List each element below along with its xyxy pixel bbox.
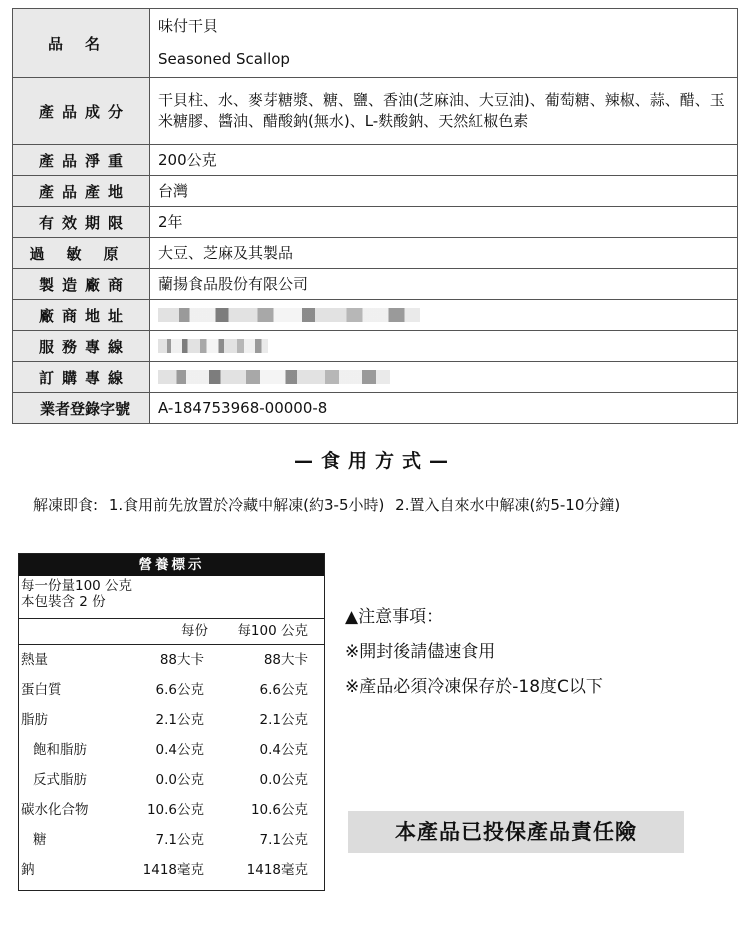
nutrition-rows <box>19 645 324 885</box>
usage-title: —食用方式— <box>293 450 456 472</box>
info-row-service-line <box>13 331 738 362</box>
info-key: 訂購專線 <box>13 362 150 393</box>
info-row-order-line <box>13 362 738 393</box>
nutrient-per-serving: 10.6公克 <box>146 802 204 818</box>
nutrient-per-100g: 0.0公克 <box>259 772 308 788</box>
nutrient-per-100g: 10.6公克 <box>250 802 308 818</box>
info-row-ingredients <box>13 78 738 145</box>
info-key: 過敏原 <box>13 238 150 269</box>
notes-heading: ▲注意事項： <box>345 607 444 627</box>
nutrient-per-serving: 6.6公克 <box>155 682 204 698</box>
note-item: ※產品必須冷凍保存於-18度C以下 <box>345 677 603 697</box>
info-value: 大豆、芝麻及其製品 <box>150 238 738 269</box>
nutrition-row <box>19 705 324 735</box>
note-item: ※開封後請儘速食用 <box>345 642 496 662</box>
nutrition-row <box>19 795 324 825</box>
usage-instructions <box>33 494 626 515</box>
usage-step-2: 2.置入自來水中解凍(約5-10分鐘) <box>395 496 621 514</box>
nutrient-name: 熱量 <box>21 652 48 668</box>
info-key: 服務專線 <box>13 331 150 362</box>
info-value <box>150 362 738 393</box>
nutrient-per-100g: 1418毫克 <box>246 862 308 878</box>
info-row-name <box>13 9 738 78</box>
nutrition-serving-info <box>19 576 324 619</box>
servings-per-package: 本包裝含 2 份 <box>21 594 106 610</box>
nutrition-title: 營養標示 <box>19 554 324 576</box>
info-value: 2年 <box>150 207 738 238</box>
info-value: 蘭揚食品股份有限公司 <box>150 269 738 300</box>
info-value: A-184753968-00000-8 <box>150 393 738 424</box>
nutrition-column-header <box>19 619 324 645</box>
nutrient-per-serving: 0.0公克 <box>155 772 204 788</box>
nutrition-row <box>19 675 324 705</box>
info-value: 200公克 <box>150 145 738 176</box>
nutrient-per-100g: 6.6公克 <box>259 682 308 698</box>
info-value: 台灣 <box>150 176 738 207</box>
info-value <box>150 9 738 78</box>
nutrition-row <box>19 765 324 795</box>
nutrient-name: 脂肪 <box>21 712 48 728</box>
info-key: 產品成分 <box>13 78 150 145</box>
info-key: 業者登錄字號 <box>13 393 150 424</box>
nutrient-name: 反式脂肪 <box>33 772 87 788</box>
info-key: 產品淨重 <box>13 145 150 176</box>
nutrient-per-serving: 7.1公克 <box>155 832 204 848</box>
insurance-badge: 本產品已投保產品責任險 <box>348 811 684 853</box>
serving-size: 每一份量100 公克 <box>21 578 133 594</box>
nutrition-row <box>19 735 324 765</box>
nutrient-name: 碳水化合物 <box>21 802 89 818</box>
col-per-100g: 每100 公克 <box>237 623 308 639</box>
nutrition-row <box>19 645 324 675</box>
info-row-allergen <box>13 238 738 269</box>
nutrient-per-100g: 2.1公克 <box>259 712 308 728</box>
nutrient-name: 蛋白質 <box>21 682 62 698</box>
product-info-table <box>12 8 738 424</box>
info-key: 廠商地址 <box>13 300 150 331</box>
nutrition-facts-box <box>18 553 325 891</box>
nutrient-name: 飽和脂肪 <box>33 742 87 758</box>
nutrient-per-100g: 7.1公克 <box>259 832 308 848</box>
info-row-weight <box>13 145 738 176</box>
info-key: 製造廠商 <box>13 269 150 300</box>
usage-label: 解凍即食: <box>33 496 99 514</box>
info-row-manufacturer <box>13 269 738 300</box>
redacted-service-phone <box>158 339 268 353</box>
nutrition-row <box>19 855 324 885</box>
info-key: 產品產地 <box>13 176 150 207</box>
nutrient-per-100g: 0.4公克 <box>259 742 308 758</box>
info-row-registration <box>13 393 738 424</box>
info-row-address <box>13 300 738 331</box>
nutrient-name: 鈉 <box>21 862 35 878</box>
info-row-origin <box>13 176 738 207</box>
info-value <box>150 331 738 362</box>
info-row-shelf-life <box>13 207 738 238</box>
redacted-order-phone <box>158 370 390 384</box>
product-name-en: Seasoned Scallop <box>158 50 290 68</box>
nutrient-per-serving: 2.1公克 <box>155 712 204 728</box>
info-value: 干貝柱、水、麥芽糖漿、糖、鹽、香油(芝麻油、大豆油)、葡萄糖、辣椒、蒜、醋、玉米糖膠、醬油、醋酸鈉(無水)、L-麩酸鈉、天然紅椒色素 <box>150 78 738 145</box>
nutrient-name: 糖 <box>33 832 47 848</box>
product-name-zh: 味付干貝 <box>158 17 219 35</box>
info-key: 品名 <box>13 9 150 78</box>
info-value <box>150 300 738 331</box>
nutrient-per-100g: 88大卡 <box>263 652 308 668</box>
col-per-serving: 每份 <box>181 623 208 639</box>
notes-section <box>345 600 603 705</box>
nutrient-per-serving: 88大卡 <box>159 652 204 668</box>
nutrient-per-serving: 1418毫克 <box>142 862 204 878</box>
usage-step-1: 1.食用前先放置於冷藏中解凍(約3-5小時) <box>108 496 385 514</box>
info-key: 有效期限 <box>13 207 150 238</box>
nutrition-row <box>19 825 324 855</box>
redacted-address <box>158 308 420 322</box>
nutrient-per-serving: 0.4公克 <box>155 742 204 758</box>
